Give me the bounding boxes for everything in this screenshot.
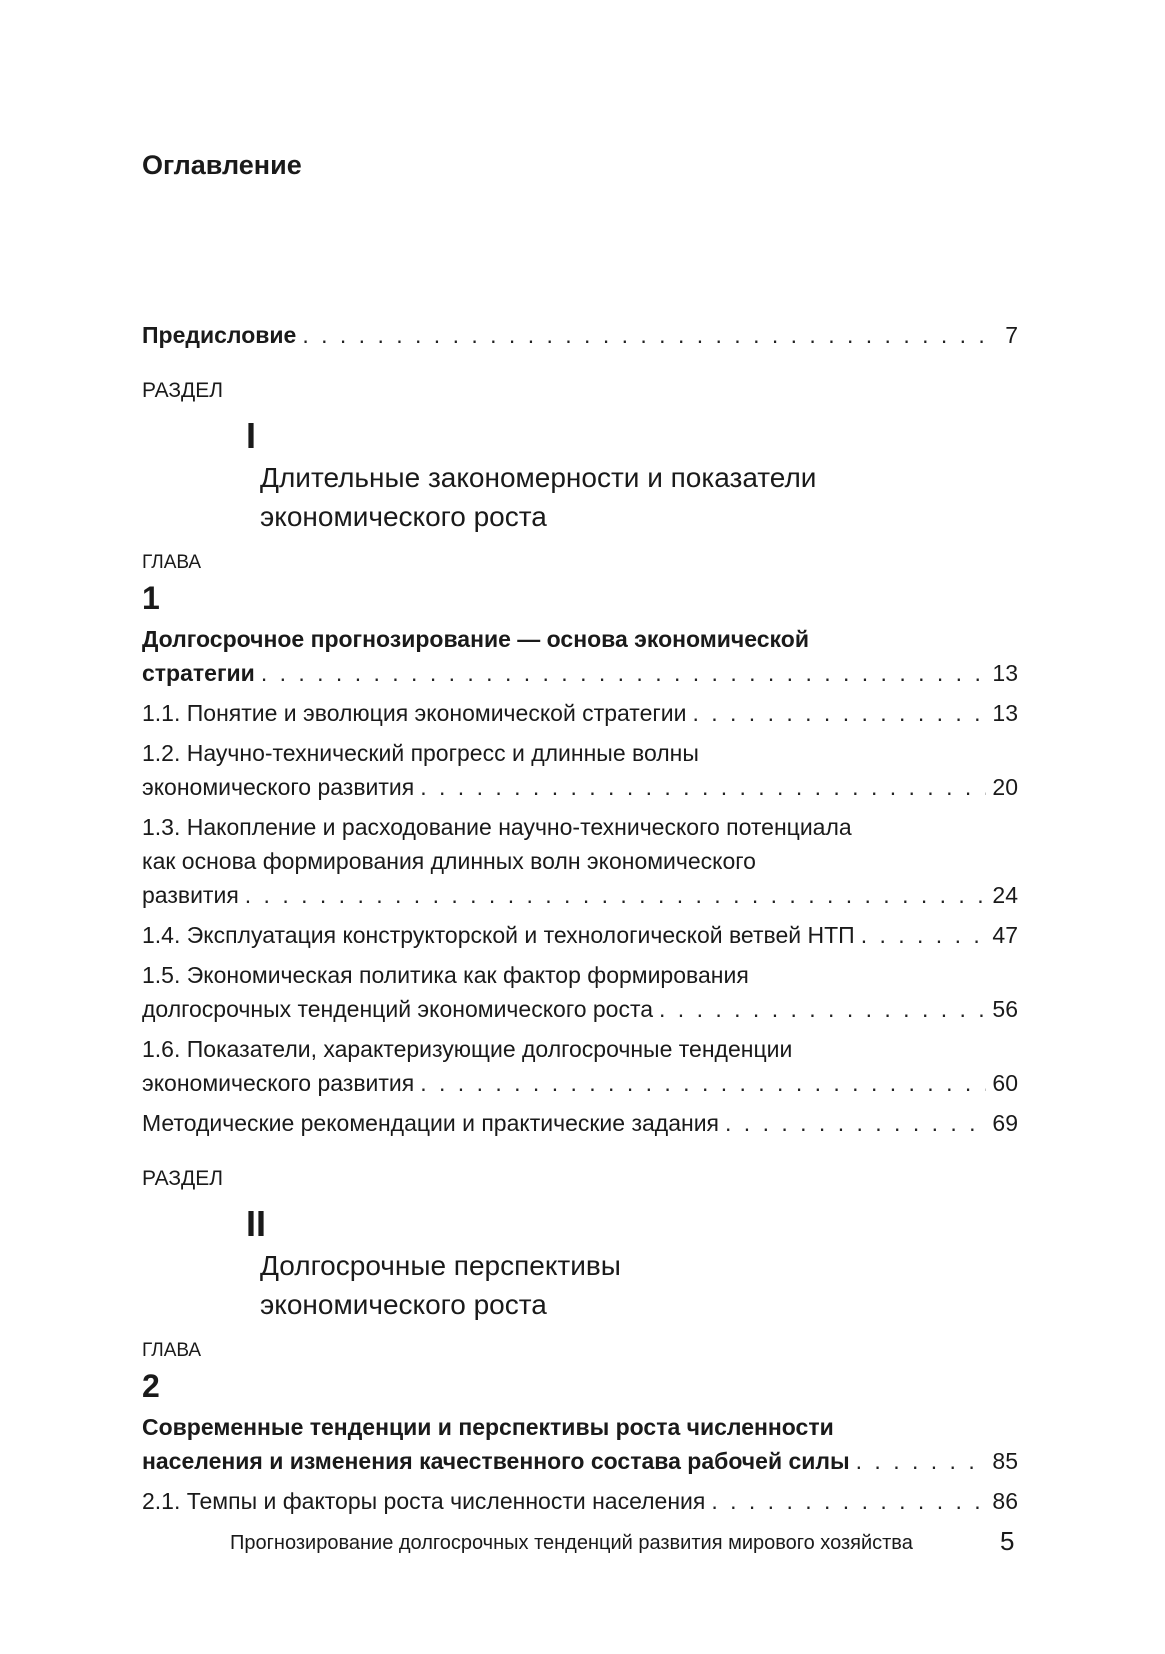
section-number: II xyxy=(246,1203,267,1244)
leader-dots xyxy=(420,770,986,804)
toc-entry-label: 1.3. Накопление и расходование научно-технического потенциала xyxy=(142,814,852,840)
leader-dots xyxy=(725,1106,986,1140)
section-title xyxy=(260,458,1018,536)
toc-page-number: 24 xyxy=(992,882,1018,908)
toc-page-number: 85 xyxy=(992,1448,1018,1474)
leader-dots xyxy=(711,1484,986,1518)
toc-entry-guidelines[interactable] xyxy=(142,1106,1018,1140)
section-title-line: экономического роста xyxy=(260,501,547,532)
page-title: Оглавление xyxy=(142,150,302,180)
leader-dots xyxy=(302,318,999,352)
toc-entry-label: 2.1. Темпы и факторы роста численности населения xyxy=(142,1488,706,1514)
toc-entry-label: экономического развития xyxy=(142,774,415,800)
toc-entry-preface[interactable] xyxy=(142,318,1018,352)
toc-page-number: 20 xyxy=(992,774,1018,800)
toc-entry-1-3[interactable] xyxy=(142,810,1018,912)
section-title xyxy=(260,1246,1018,1324)
leader-dots xyxy=(420,1066,986,1100)
chapter-label: ГЛАВА xyxy=(142,1340,202,1361)
leader-dots xyxy=(245,878,987,912)
toc-page-number: 56 xyxy=(992,996,1018,1022)
chapter-title-line: Современные тенденции и перспективы роста численности xyxy=(142,1414,834,1440)
section-number: I xyxy=(246,415,257,456)
leader-dots xyxy=(261,656,987,690)
toc-entry-1-2[interactable] xyxy=(142,736,1018,804)
chapter-number: 2 xyxy=(142,1368,160,1404)
toc-page-number: 60 xyxy=(992,1070,1018,1096)
section-label: РАЗДЕЛ xyxy=(142,379,224,402)
section-label: РАЗДЕЛ xyxy=(142,1167,224,1190)
section-title-line: Длительные закономерности и показатели xyxy=(260,462,817,493)
running-footer: Прогнозирование долгосрочных тенденций развития мирового хозяйства xyxy=(230,1532,913,1554)
leader-dots xyxy=(692,696,986,730)
toc-page-number: 47 xyxy=(992,922,1018,948)
toc-entry-label: 1.6. Показатели, характеризующие долгосрочные тенденции xyxy=(142,1036,793,1062)
toc-entry-2-1[interactable] xyxy=(142,1484,1018,1518)
toc-entry-label: 1.5. Экономическая политика как фактор формирования xyxy=(142,962,749,988)
chapter-number: 1 xyxy=(142,580,160,616)
chapter-title-line: населения и изменения качественного состава рабочей силы xyxy=(142,1448,850,1474)
toc-page-number: 13 xyxy=(992,660,1018,686)
chapter-title-line: Долгосрочное прогнозирование — основа экономической xyxy=(142,626,809,652)
toc-entry-chapter-1[interactable] xyxy=(142,622,1018,690)
toc-page-number: 86 xyxy=(992,1488,1018,1514)
toc-entry-chapter-2[interactable] xyxy=(142,1410,1018,1478)
leader-dots xyxy=(861,918,987,952)
toc-entry-label: 1.2. Научно-технический прогресс и длинные волны xyxy=(142,740,699,766)
leader-dots xyxy=(659,992,986,1026)
toc-entry-1-6[interactable] xyxy=(142,1032,1018,1100)
toc-page-number: 69 xyxy=(992,1110,1018,1136)
chapter-title-line: стратегии xyxy=(142,660,255,686)
toc-entry-label: Методические рекомендации и практические задания xyxy=(142,1110,720,1136)
toc-page-number: 13 xyxy=(992,700,1018,726)
toc-entry-label: развития xyxy=(142,882,239,908)
toc-page-number: 7 xyxy=(1005,322,1018,348)
section-title-line: Долгосрочные перспективы xyxy=(260,1250,621,1281)
toc-entry-1-4[interactable] xyxy=(142,918,1018,952)
toc-entry-label: 1.4. Эксплуатация конструкторской и технологической ветвей НТП xyxy=(142,922,855,948)
chapter-label: ГЛАВА xyxy=(142,552,202,573)
toc-entry-label: экономического развития xyxy=(142,1070,415,1096)
toc-entry-1-1[interactable] xyxy=(142,696,1018,730)
section-title-line: экономического роста xyxy=(260,1289,547,1320)
toc-entry-1-5[interactable] xyxy=(142,958,1018,1026)
page-number: 5 xyxy=(1000,1526,1015,1556)
toc-entry-label: 1.1. Понятие и эволюция экономической стратегии xyxy=(142,700,687,726)
leader-dots xyxy=(856,1444,987,1478)
toc-entry-label: как основа формирования длинных волн экономического xyxy=(142,848,756,874)
toc-entry-label: долгосрочных тенденций экономического роста xyxy=(142,996,654,1022)
table-of-contents xyxy=(142,318,1018,1518)
toc-entry-label: Предисловие xyxy=(142,322,297,348)
